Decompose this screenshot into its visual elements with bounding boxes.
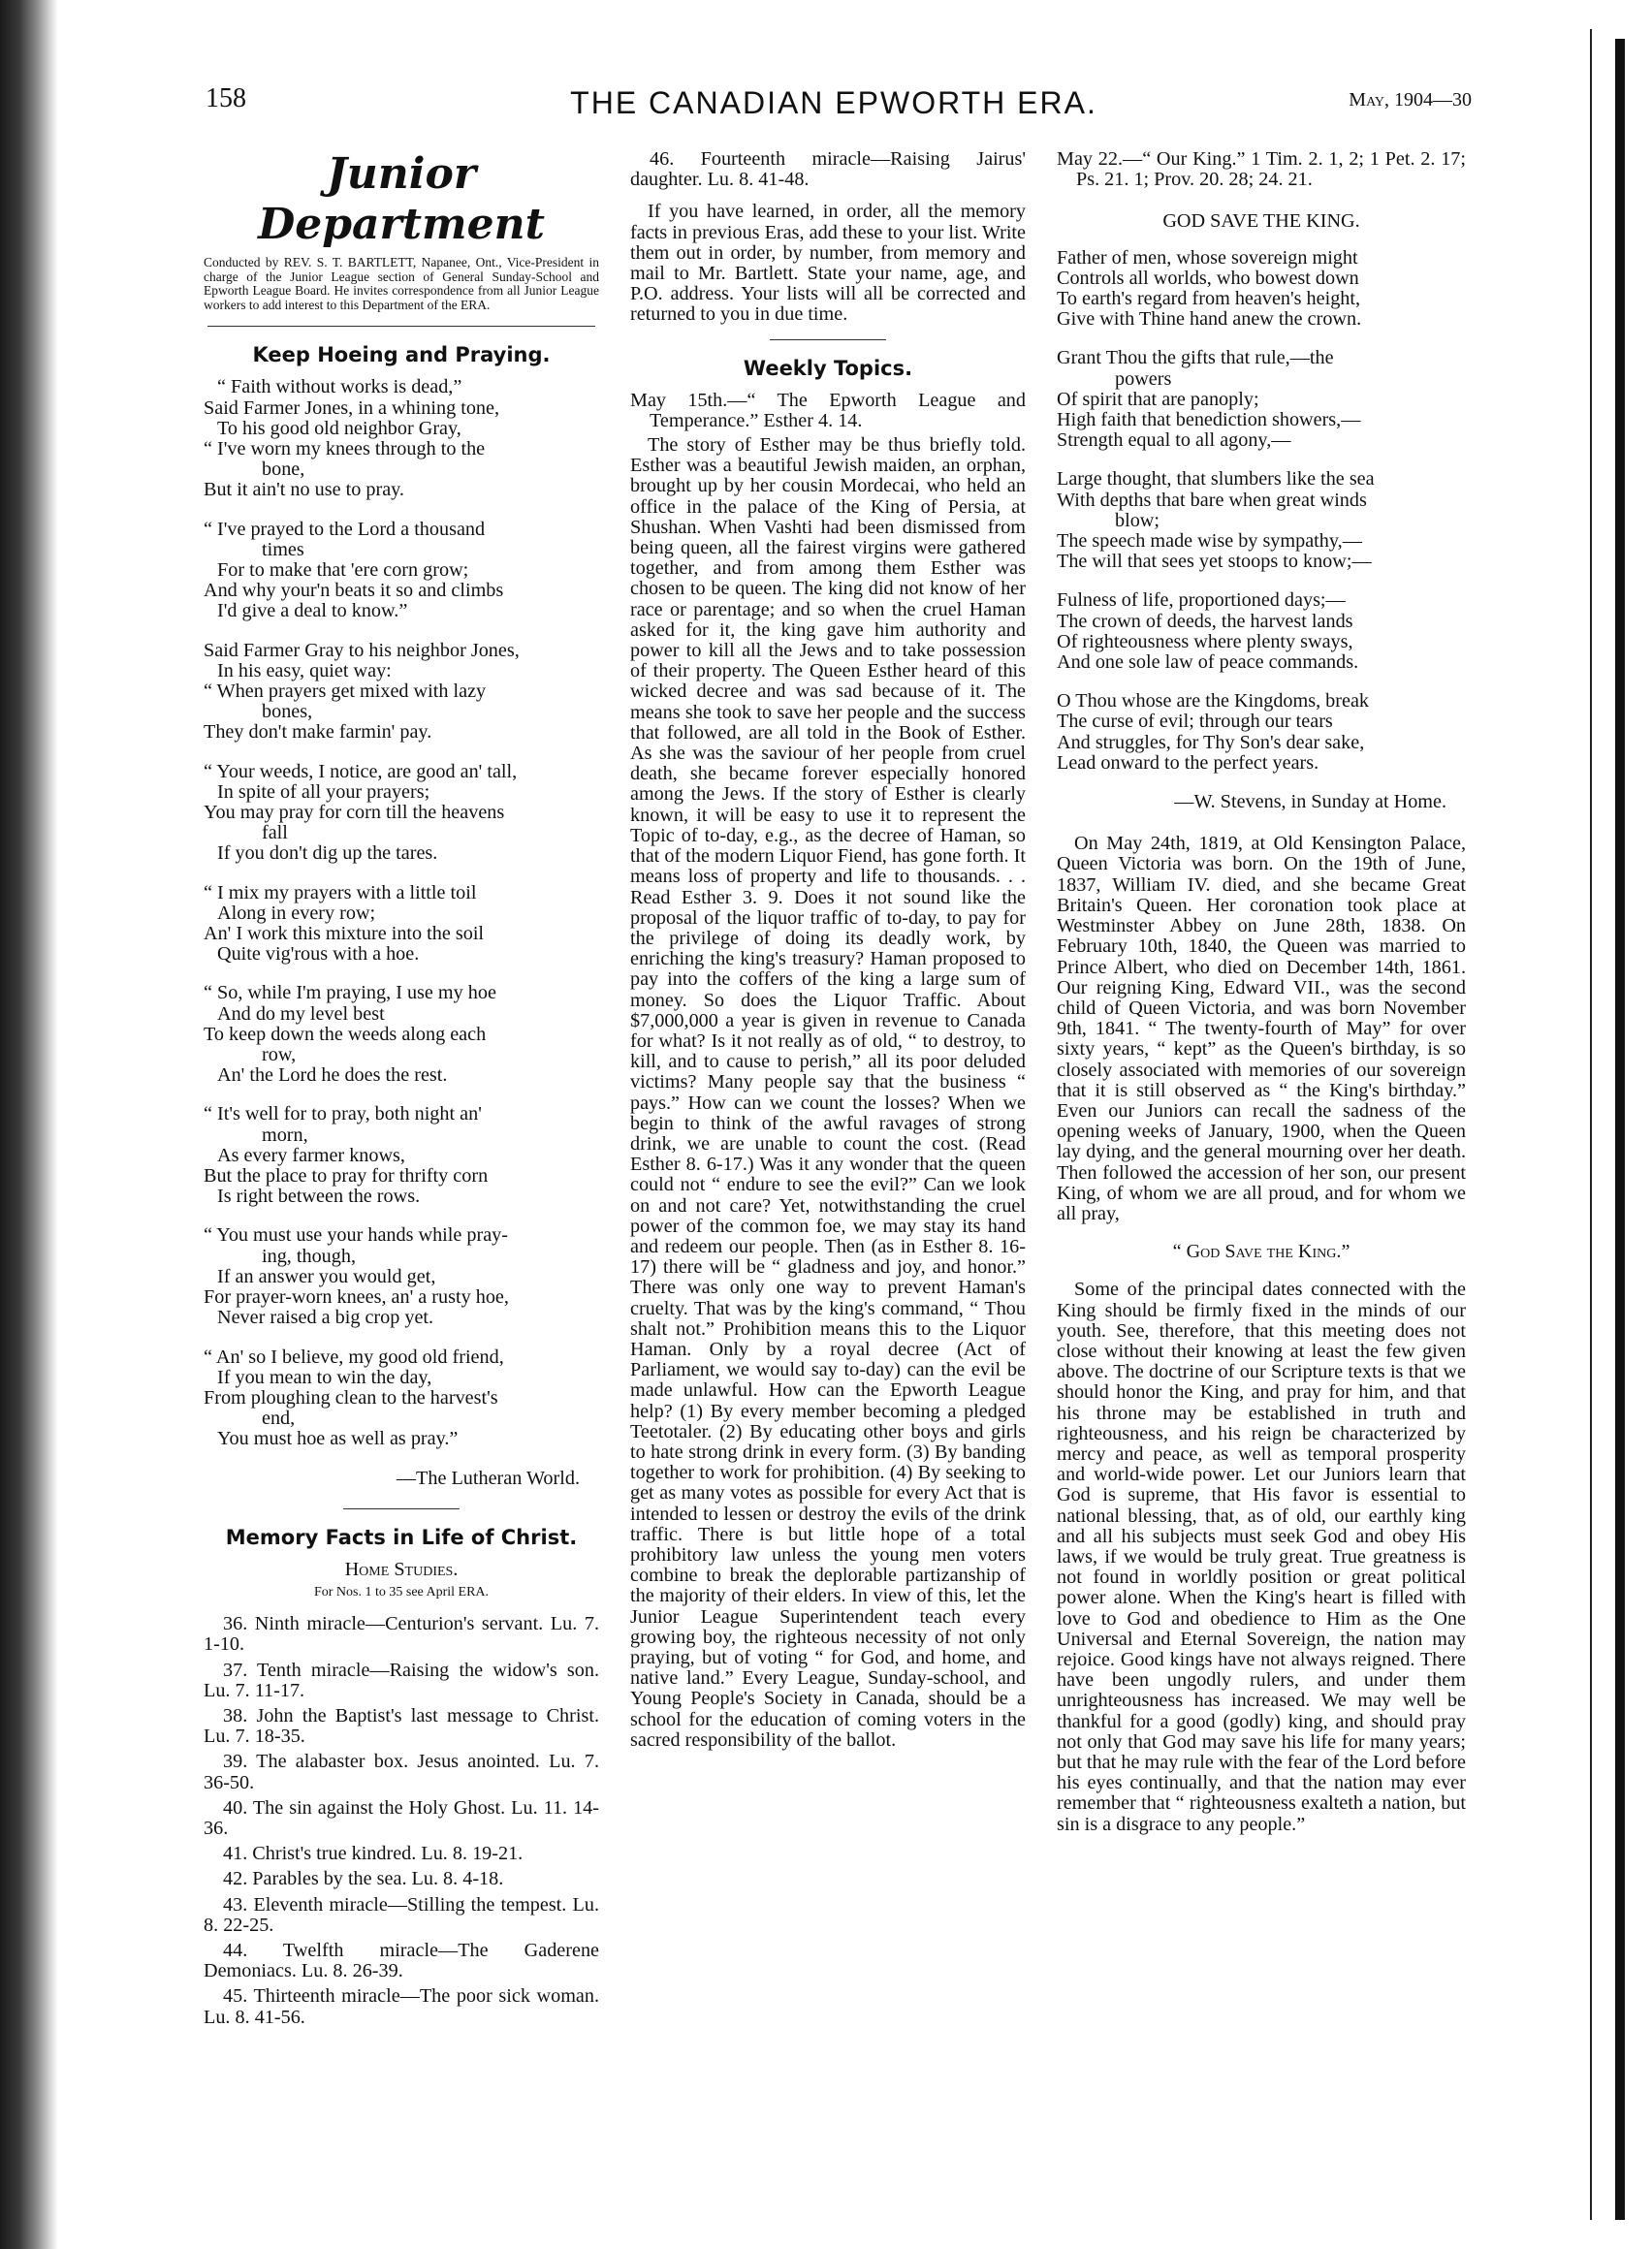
verse-line: Large thought, that slumbers like the sea xyxy=(1057,468,1375,491)
memory-item: 44. Twelfth miracle—The Gaderene Demoniacs. Lu. 8. 26-39. xyxy=(204,1939,599,1982)
verse-line: row, xyxy=(262,1044,297,1066)
verse-line: “ I've prayed to the Lord a thousand xyxy=(204,518,486,540)
stanza xyxy=(1057,590,1466,673)
verse-line: Said Farmer Jones, in a whining tone, xyxy=(204,396,500,419)
verse-line: times xyxy=(262,538,304,560)
verse-line: You must hoe as well as pray.” xyxy=(217,1428,459,1450)
stanza xyxy=(204,520,599,622)
verse-line: “ You must use your hands while pray- xyxy=(204,1224,508,1247)
verse-line: But it ain't no use to pray. xyxy=(204,479,404,501)
verse-line: Never raised a big crop yet. xyxy=(217,1307,434,1329)
topic-may-22: May 22.—“ Our King.” 1 Tim. 2. 1, 2; 1 Pet. 2. 17; Ps. 21. 1; Prov. 20. 28; 24. 21. xyxy=(1057,148,1466,191)
page-number: 158 xyxy=(206,83,246,113)
poem-credit: —The Lutheran World. xyxy=(396,1467,580,1489)
hymn-title: GOD SAVE THE KING. xyxy=(1162,210,1360,233)
page-edge xyxy=(1586,0,1652,2249)
verse-line: You may pray for corn till the heavens xyxy=(204,802,505,824)
poem-heading: Keep Hoeing and Praying. xyxy=(252,343,551,367)
verse-line: Fulness of life, proportioned days;— xyxy=(1057,589,1346,612)
verse-line: “ I've worn my knees through to the xyxy=(204,437,486,459)
stanza xyxy=(204,641,599,744)
binding-shadow xyxy=(0,0,58,2249)
verse-line: In his easy, quiet way: xyxy=(217,659,392,681)
verse-line: Is right between the rows. xyxy=(217,1186,421,1208)
verse-line: For prayer-worn knees, an' a rusty hoe, xyxy=(204,1286,509,1309)
verse-line: To keep down the weeds along each xyxy=(204,1023,487,1045)
verse-line: O Thou whose are the Kingdoms, break xyxy=(1057,690,1369,713)
divider xyxy=(207,326,595,327)
verse-line: As every farmer knows, xyxy=(217,1144,405,1166)
verse-line: Of spirit that are panoply; xyxy=(1057,388,1259,410)
verse-line: “ I mix my prayers with a little toil xyxy=(204,881,477,903)
memory-item: 46. Fourteenth miracle—Raising Jairus' daughter. Lu. 8. 41-48. xyxy=(630,148,1026,191)
esther-paragraph: The story of Esther may be thus briefly told. Esther was a beautiful Jewish maiden, an orphan, brought up by her cousin Mordecai, who held an office in the palace of the King of Persia, at Shushan. When Vashti had been dismissed from being queen, all the fairest virgins were gathered together, and from among them Esther was chosen to be queen. The king did not know of her race or parentage; and so when the cruel Haman asked for it, the king gave him authority and power to kill all the Jews and to take possession of their property. The Queen Esther heard of this wicked decree and was sad because of it. The means she took to save her people and the success that followed, are all told in the Book of Esther. As she was the saviour of her people from cruel death, she became forever especially honored among the Jews. If the story of Esther is clearly known, it will be easy to use it to represent the Topic of to-day, e.g., as the decree of Haman, so that of the modern Liquor Fiend, has gone forth. It means loss of property and life to thousands. . . Read Esther 3. 9. Does it not sound like the proposal of the liquor traffic of to-day, to pay for the privilege of doing its deadly work, by enriching the king's treasury? Haman proposed to pay into the coffers of the king a large sum of money. So does the Liquor Traffic. About $7,000,000 a year is given in revenue to Canada for what? Is it not really as of old, “ to destroy, to kill, and to cause to perish,” all its poor deluded victims? Many people say that the business “ pays.” How can we count the losses? When we begin to think of the awful ravages of strong drink, we are unable to count the cost. (Read Esther 8. 6-17.) Was it any wonder that the queen could not “ endure to see the evil?” Can we look on and not care? Yet, notwithstanding the cruel power of the common foe, we may stay its hand and redeem our people. Then (as in Esther 8. 16-17) there will be “ gladness and joy, and honor.” There was only one way to prevent Haman's cruelty. That was by the king's command, “ Thou shalt not.” Prohibition means this to the Liquor Haman. Only by a royal decree (Act of Parliament, we would say to-day) can the evil be made unlawful. How can the Epworth League help? (1) By every member becoming a pledged Teetotaler. (2) By educating other boys and girls to hate strong drink in every form. (3) By banding together to work for prohibition. (4) By seeking to get as many votes as possible for every Act that is intended to lessen or destroy the evils of the drink traffic. There is but little hope of a total prohibitory law unless the young men voters combine to break the deplorable partizanship of the majority of their elders. In view of this, let the Junior League Superintendent teach every growing boy, the righteous necessity of not only praying, but of voting “ for God, and home, and native land.” Every League, Sunday-school, and Young People's Society in Canada, should be a school for the education of coming voters in the sacred responsibility of the ballot. xyxy=(630,434,1026,1751)
stanza xyxy=(204,377,599,500)
memory-item: 40. The sin against the Holy Ghost. Lu. 11. 14-36. xyxy=(204,1796,599,1839)
king-paragraph: Some of the principal dates connected with the King should be firmly fixed in the minds of our youth. See, therefore, that this meeting does not close without their knowing at least the few given above. The doctrine of our Scripture texts is that we should honor the King, and pray for him, and that his throne may be established in truth and righteousness, and his reign be characterized by mercy and peace, as well as temporal prosperity and world-wide power. Let our Juniors learn that God is supreme, that His favor is essential to national blessing, that, as of old, our earthly king and all his subjects must seek God and obey His laws, if we would be truly great. True greatness is not found in worldly position or great political power alone. When the King's heart is filled with love to God and obedience to Him as the One Universal and Eternal Sovereign, the nation may rejoice. Good kings have not always reigned. There have been ungodly rulers, and under them unrighteousness has increased. We may well be thankful for a good (godly) king, and should pray not only that God may save his life for many years; but that he may rule with the fear of the Lord before his eyes continually, and that the nation may ever remember that “ righteousness exalteth a nation, but sin is a disgrace to any people.” xyxy=(1057,1279,1466,1835)
column-right xyxy=(1057,149,1466,1843)
stanza xyxy=(1057,469,1466,572)
verse-line: I'd give a deal to know.” xyxy=(217,600,408,622)
stanza xyxy=(204,1347,599,1450)
masthead-title: THE CANADIAN EPWORTH ERA. xyxy=(570,85,1097,120)
verse-line: With depths that bare when great winds xyxy=(1057,489,1367,511)
memory-item: 38. John the Baptist's last message to Christ. Lu. 7. 18-35. xyxy=(204,1704,599,1748)
verse-line: They don't make farmin' pay. xyxy=(204,721,432,744)
verse-line: An' the Lord he does the rest. xyxy=(217,1064,448,1087)
stanza xyxy=(1057,691,1466,774)
divider xyxy=(343,1508,460,1509)
verse-line: The crown of deeds, the harvest lands xyxy=(1057,610,1353,632)
verse-line: ing, though, xyxy=(262,1245,357,1267)
memory-item: 36. Ninth miracle—Centurion's servant. Lu. 7. 1-10. xyxy=(204,1613,599,1656)
hymn xyxy=(1057,248,1466,774)
verse-line: Said Farmer Gray to his neighbor Jones, xyxy=(204,639,520,661)
verse-line: Quite vig'rous with a hoe. xyxy=(217,943,420,966)
hymn-credit: —W. Stevens, in Sunday at Home. xyxy=(1174,791,1446,813)
divider xyxy=(770,339,886,340)
stanza xyxy=(1057,248,1466,331)
verse-line: From ploughing clean to the harvest's xyxy=(204,1386,498,1409)
verse-line: “ Your weeds, I notice, are good an' tall, xyxy=(204,760,518,782)
verse-line: “ It's well for to pray, both night an' xyxy=(204,1103,482,1125)
verse-line: Father of men, whose sovereign might xyxy=(1057,246,1358,269)
memory-item: 42. Parables by the sea. Lu. 8. 4-18. xyxy=(223,1868,504,1890)
verse-line: end, xyxy=(262,1408,296,1430)
page xyxy=(194,68,1474,2210)
verse-line: powers xyxy=(1115,367,1172,390)
stanza xyxy=(1057,348,1466,451)
issue-date: May, 1904—30 xyxy=(1349,89,1472,111)
verse-line: bone, xyxy=(262,459,305,481)
memory-item: 45. Thirteenth miracle—The poor sick woman. Lu. 8. 41-56. xyxy=(204,1985,599,2028)
verse-line: “ So, while I'm praying, I use my hoe xyxy=(204,982,496,1004)
verse-line: In spite of all your prayers; xyxy=(217,780,430,803)
home-studies-label: Home Studies. xyxy=(344,1558,459,1580)
verse-line: If an answer you would get, xyxy=(217,1265,436,1287)
verse-line: Controls all worlds, who bowest down xyxy=(1057,267,1359,289)
column-left xyxy=(204,149,599,2033)
poem xyxy=(204,377,599,1449)
stanza xyxy=(204,1225,599,1328)
verse-line: Give with Thine hand anew the crown. xyxy=(1057,308,1362,331)
verse-line: Lead onward to the perfect years. xyxy=(1057,751,1319,774)
verse-line: “ An' so I believe, my good old friend, xyxy=(204,1346,504,1368)
verse-line: Grant Thou the gifts that rule,—the xyxy=(1057,347,1334,369)
instructions-paragraph: If you have learned, in order, all the memory facts in previous Eras, add these to your list. Write them out in order, by number, from memory and mail to Mr. Bartlett. State your name, age, and P.O. address. Your lists will all be corrected and returned to you in due time. xyxy=(630,201,1026,326)
verse-line: Along in every row; xyxy=(217,902,376,924)
verse-line: High faith that benediction showers,— xyxy=(1057,409,1361,431)
topic-may-15: May 15th.—“ The Epworth League and Temperance.” Esther 4. 14. xyxy=(630,389,1026,431)
verse-line: To earth's regard from heaven's height, xyxy=(1057,288,1361,310)
verse-line: Strength equal to all agony,— xyxy=(1057,429,1291,452)
memory-item: 43. Eleventh miracle—Stilling the tempest. Lu. 8. 22-25. xyxy=(204,1893,599,1936)
verse-line: fall xyxy=(262,822,288,844)
memory-item: 37. Tenth miracle—Raising the widow's son. Lu. 7. 11-17. xyxy=(204,1659,599,1701)
verse-line: blow; xyxy=(1115,509,1160,531)
verse-line: The curse of evil; through our tears xyxy=(1057,711,1333,733)
memory-item: 41. Christ's true kindred. Lu. 8. 19-21. xyxy=(223,1843,524,1865)
verse-line: An' I work this mixture into the soil xyxy=(204,923,485,945)
stanza xyxy=(204,983,599,1086)
column-middle xyxy=(630,149,1026,1758)
verse-line: And why your'n beats it so and climbs xyxy=(204,580,504,602)
page-header xyxy=(194,78,1474,126)
verse-line: But the place to pray for thrifty corn xyxy=(204,1165,489,1188)
stanza xyxy=(204,1104,599,1207)
memory-list xyxy=(204,1614,599,2028)
stanza xyxy=(204,883,599,966)
verse-line: For to make that 'ere corn grow; xyxy=(217,559,469,581)
verse-line: And one sole law of peace commands. xyxy=(1057,651,1359,674)
prayer-title: “ God Save the King.” xyxy=(1172,1241,1350,1263)
verse-line: If you mean to win the day, xyxy=(217,1366,432,1388)
verse-line: morn, xyxy=(262,1124,308,1146)
victoria-paragraph: On May 24th, 1819, at Old Kensington Palace, Queen Victoria was born. On the 19th of June, 1837, William IV. died, and she became Great Britain's Queen. Her coronation took place at Westminster Abbey on June 28th, 1838. On February 10th, 1840, the Queen was married to Prince Albert, who died on December 14th, 1861. Our reigning King, Edward VII., was the second child of Queen Victoria, and was born November 9th, 1841. “ The twenty-fourth of May” for over sixty years, “ kept” as the Queen's birthday, is so closely associated with memories of our sovereign that it is still observed as “ the King's birthday.” Even our Juniors can recall the sadness of the opening weeks of January, 1900, when the Queen lay dying, and the general mourning over her death. Then followed the accession of her son, our present King, of whom we are all proud, and for whom we all pray, xyxy=(1057,833,1466,1224)
weekly-topics-heading: Weekly Topics. xyxy=(743,356,913,380)
verse-line: And struggles, for Thy Son's dear sake, xyxy=(1057,731,1365,753)
verse-line: The will that sees yet stoops to know;— xyxy=(1057,551,1372,573)
department-title: Junior Department xyxy=(258,149,545,249)
verse-line: If you don't dig up the tares. xyxy=(217,842,438,865)
memory-note: For Nos. 1 to 35 see April ERA. xyxy=(313,1584,490,1600)
verse-line: “ Faith without works is dead,” xyxy=(217,376,462,398)
memory-heading: Memory Facts in Life of Christ. xyxy=(225,1525,578,1549)
verse-line: “ When prayers get mixed with lazy xyxy=(204,681,487,703)
stanza xyxy=(204,762,599,865)
verse-line: Of righteousness where plenty sways, xyxy=(1057,630,1353,652)
verse-line: To his good old neighbor Gray, xyxy=(217,417,461,439)
department-note: Conducted by REV. S. T. BARTLETT, Napanee, Ont., Vice-President in charge of the Junior League section of General Sunday-School and Epworth League Board. He invites correspondence from all Junior League workers to add interest to this Department of the ERA. xyxy=(204,255,599,312)
memory-item: 39. The alabaster box. Jesus anointed. Lu. 7. 36-50. xyxy=(204,1751,599,1793)
verse-line: The speech made wise by sympathy,— xyxy=(1057,530,1362,553)
verse-line: And do my level best xyxy=(217,1002,385,1025)
verse-line: bones, xyxy=(262,701,313,723)
